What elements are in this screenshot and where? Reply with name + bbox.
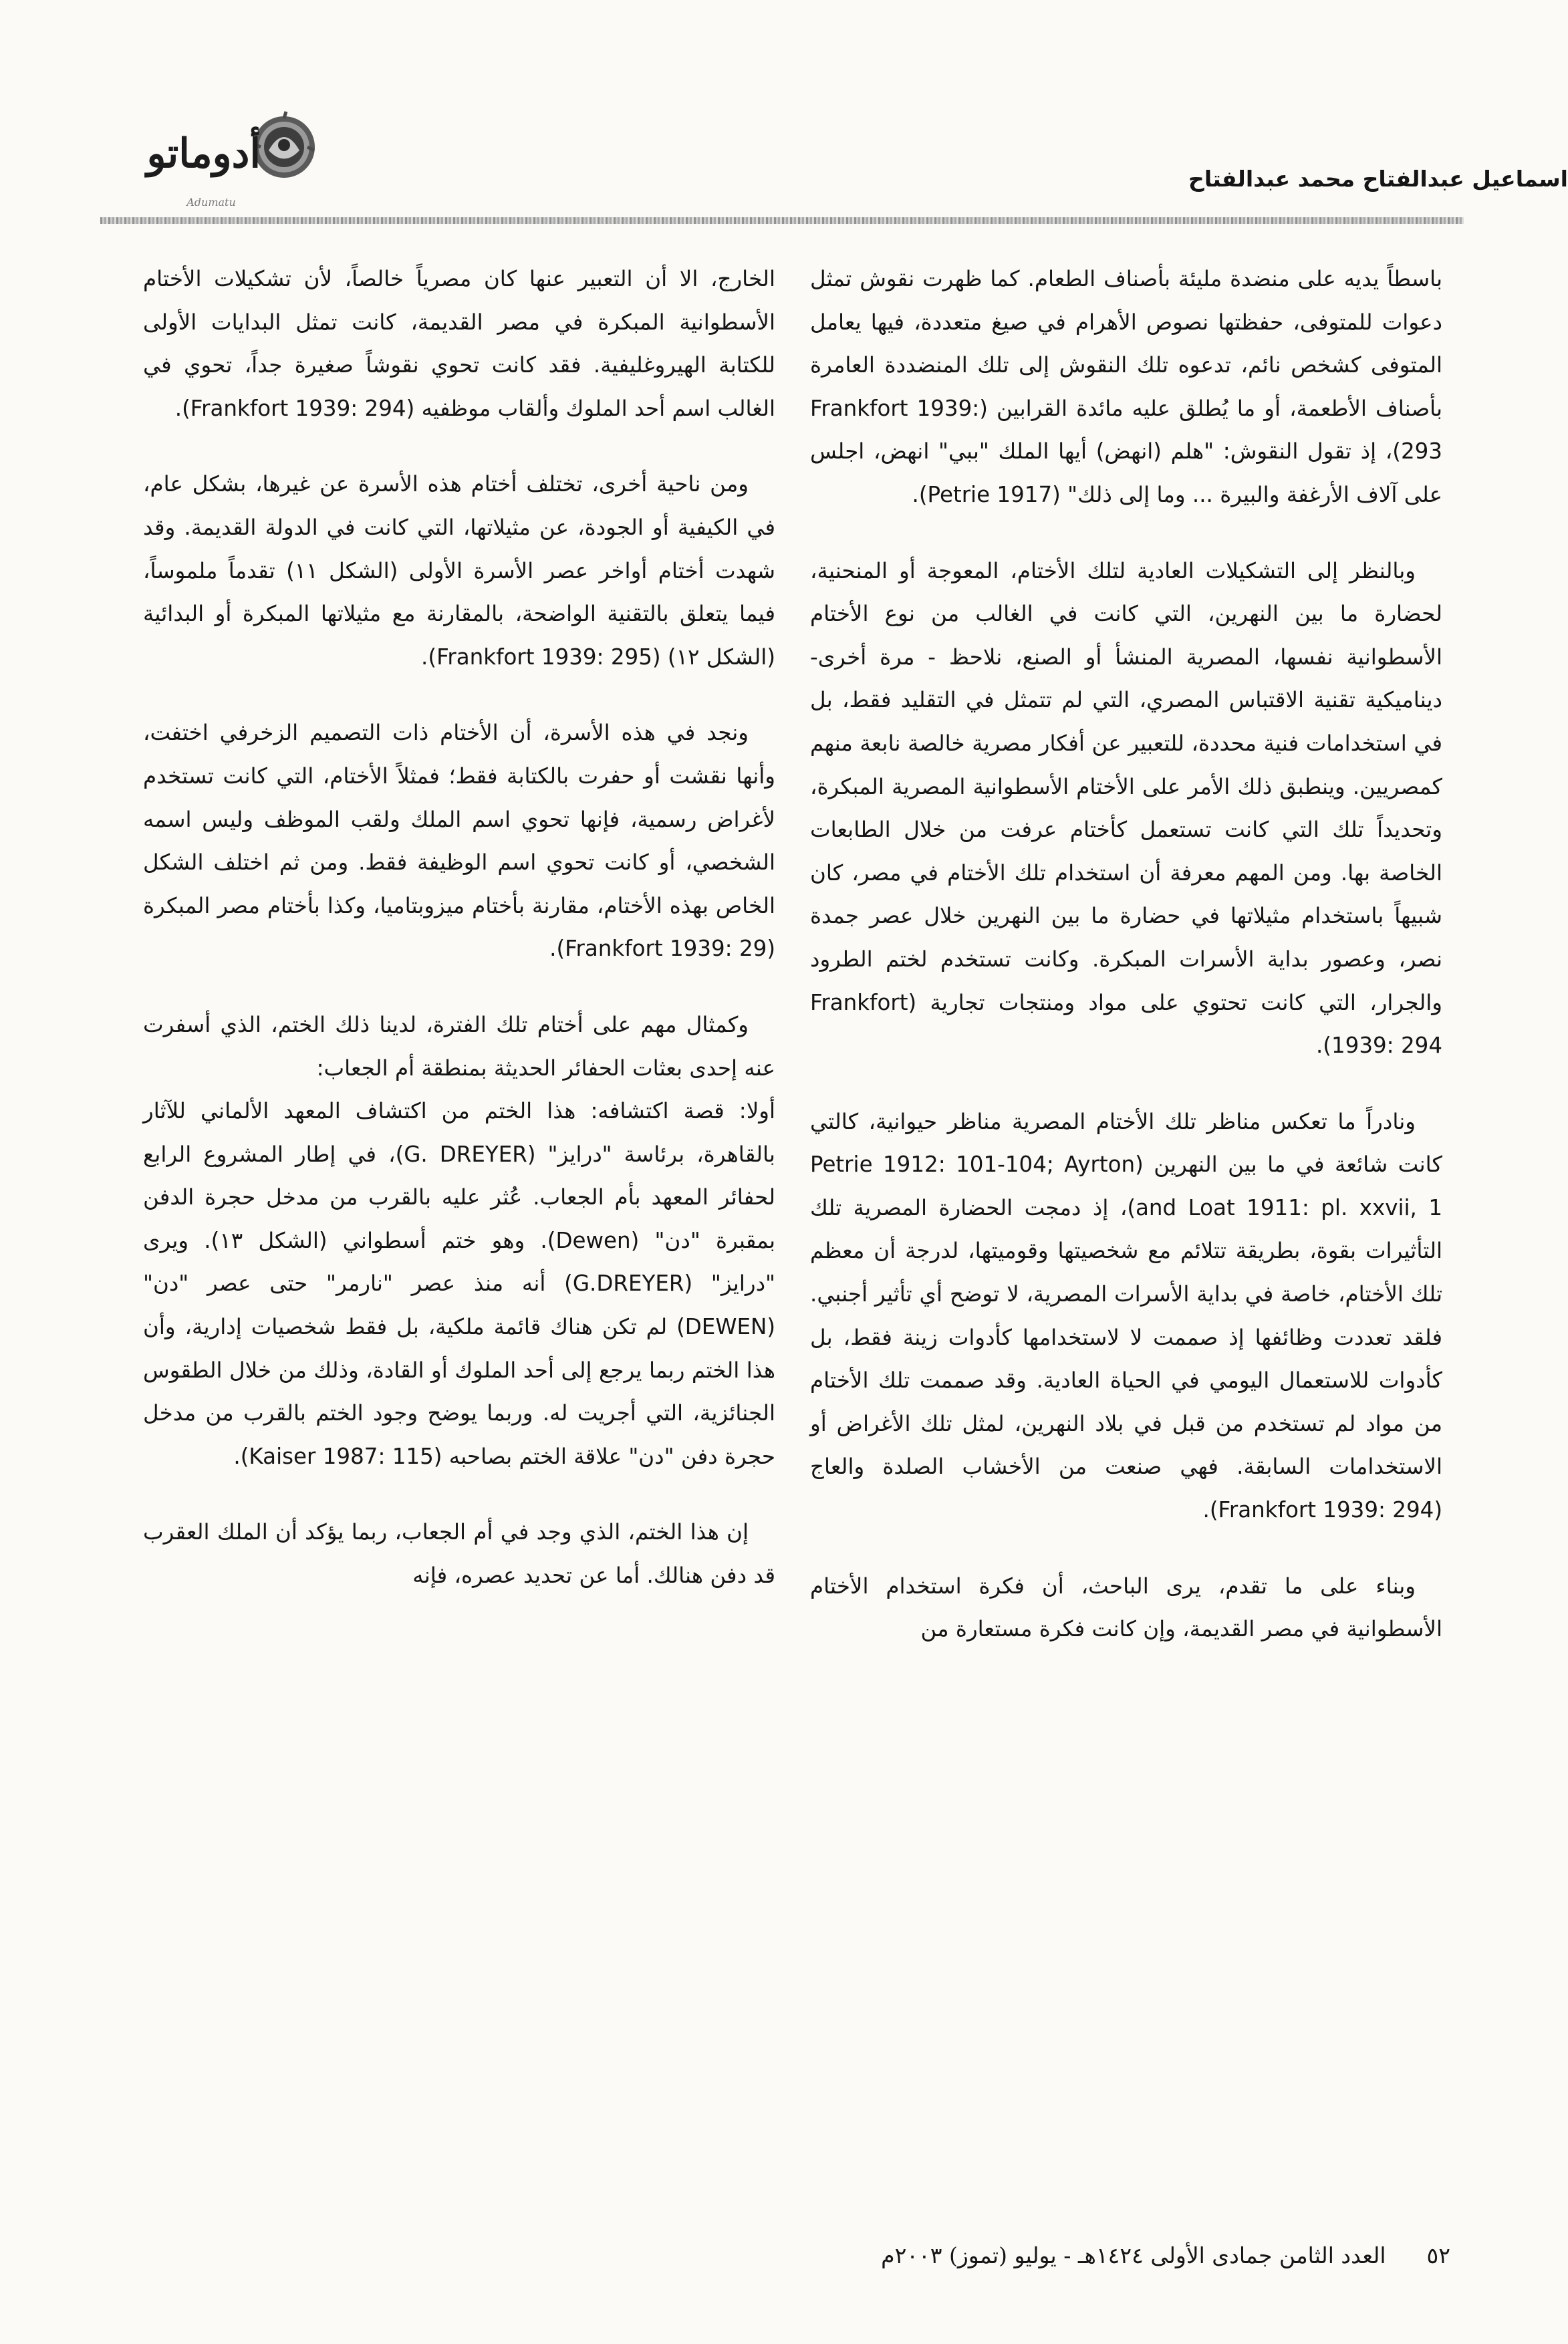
paragraph: وبالنظر إلى التشكيلات العادية لتلك الأختام، المعوجة أو المنحنية، لحضارة ما بين النهرين، التي كانت في الغالب من نوع الأختام الأسطوانية نفسها، المصرية المنشأ أو الصنع، نلاحظ - مرة أخرى- ديناميكية تقنية الاقتباس المصري، التي لم تتمثل في التقليد فقط، بل في استخدامات فنية محددة، للتعبير عن أفكار مصرية خالصة نابعة منهم كمصريين. وينطبق ذلك الأمر على الأختام الأسطوانية المصرية المبكرة، وتحديداً تلك التي كانت تستعمل كأختام عرفت من خلال الطابعات الخاصة بها. ومن المهم معرفة أن استخدام تلك الأختام في مصر، كان شبيهاً باستخدام مثيلاتها في حضارة ما بين النهرين خلال عصر جمدة نصر، وعصور بداية الأسرات المبكرة. وكانت تستخدم لختم الطرود والجرار، التي كانت تحتوي على مواد ومنتجات تجارية (Frankfort 1939: 294). xyxy=(810,557,1442,1059)
paragraph: ومن ناحية أخرى، تختلف أختام هذه الأسرة عن غيرها، بشكل عام، في الكيفية أو الجودة، عن مثيلاتها، التي كانت في الدولة القديمة. وقد شهدت أختام أواخر عصر الأسرة الأولى (الشكل ١١) تقدماً ملموساً، فيما يتعلق بالتقنية الواضحة، بالمقارنة مع مثيلاتها المبكرة أو البدائية (الشكل ١٢) (Frankfort 1939: 295). xyxy=(143,471,775,670)
issue-info: العدد الثامن جمادى الأولى ١٤٢٤هـ - يوليو (تموز) ٢٠٠٣م xyxy=(881,2242,1386,2268)
paragraph: إن هذا الختم، الذي وجد في أم الجعاب، ربما يؤكد أن الملك العقرب قد دفن هنالك. أما عن تحديد عصره، فإنه xyxy=(143,1519,775,1589)
header-rule xyxy=(100,217,1464,224)
paragraph: باسطاً يديه على منضدة مليئة بأصناف الطعام. كما ظهرت نقوش تمثل دعوات للمتوفى، حفظتها نصوص الأهرام في صيغ متعددة، فيها يعامل المتوفى كشخص نائم، تدعوه تلك النقوش إلى تلك المنضددة العامرة بأصناف الأطعمة، أو ما يُطلق عليه مائدة القرابين (Frankfort 1939: 293)، إذ تقول النقوش: "هلم (انهض) أيها الملك "ببي" انهض، اجلس على آلاف الأرغفة والبيرة ... وما إلى ذلك" (Petrie 1917). xyxy=(810,266,1442,507)
right-column xyxy=(810,257,1442,1684)
running-header-author: اسماعيل عبدالفتاح محمد عبدالفتاح xyxy=(1188,166,1568,192)
page-number: ٥٢ xyxy=(1426,2242,1450,2268)
journal-logo-arabic: أدوماتو xyxy=(146,130,261,177)
paragraph: أولا: قصة اكتشافه: هذا الختم من اكتشاف المعهد الألماني للآثار بالقاهرة، برئاسة "درايز" (G. DREYER)، في إطار المشروع الرابع لحفائر المعهد بأم الجعاب. عُثر عليه بالقرب من مدخل حجرة الدفن بمقبرة "دن" (Dewen). وهو ختم أسطواني (الشكل ١٣). ويرى "درايز" (G.DREYER) أنه منذ عصر "نارمر" حتى عصر "دن" (DEWEN) لم تكن هناك قائمة ملكية، بل فقط شخصيات إدارية، وأن هذا الختم ربما يرجع إلى أحد الملوك أو القادة، وذلك من خلال الطقوس الجنائزية، التي أجريت له. وربما يوضح وجود الختم بالقرب من مدخل حجرة دفن "دن" علاقة الختم بصاحبه (Kaiser 1987: 115). xyxy=(143,1098,776,1469)
paragraph: الخارج، الا أن التعبير عنها كان مصرياً خالصاً، لأن تشكيلات الأختام الأسطوانية المبكرة في مصر القديمة، كانت تمثل البدايات الأولى للكتابة الهيروغليفية. فقد كانت تحوي نقوشاً صغيرة جداً، تحوي في الغالب اسم أحد الملوك وألقاب موظفيه (Frankfort 1939: 294). xyxy=(143,266,775,421)
paragraph: ونجد في هذه الأسرة، أن الأختام ذات التصميم الزخرفي اختفت، وأنها نقشت أو حفرت بالكتابة فقط؛ فمثلاً الأختام، التي كانت تستخدم لأغراض رسمية، فإنها تحوي اسم الملك ولقب الموظف وليس اسمه الشخصي، أو كانت تحوي اسم الوظيفة فقط. ومن ثم اختلف الشكل الخاص بهذه الأختام، مقارنة بأختام ميزوبتاميا، وكذا بأختام مصر المبكرة (Frankfort 1939: 29). xyxy=(143,720,775,962)
paragraph: ونادراً ما تعكس مناظر تلك الأختام المصرية مناظر حيوانية، كالتي كانت شائعة في ما بين النهرين (Petrie 1912: 101-104; Ayrton and Loat 1911: pl. xxvii, 1)، إذ دمجت الحضارة المصرية تلك التأثيرات بقوة، بطريقة تتلائم مع شخصيتها وقوميتها، لدرجة أن معظم تلك الأختام، خاصة في بداية الأسرات المصرية، لا توضح أي تأثير أجنبي. فلقد تعددت وظائفها إذ صممت لا لاستخدامها كأدوات زينة فقط، بل كأدوات للاستعمال اليومي في الحياة العادية. وقد صممت تلك الأختام من مواد لم تستخدم من قبل في بلاد النهرين، لمثل تلك الأغراض أو الاستخدامات السابقة. فهي صنعت من الأخشاب الصلدة والعاج (Frankfort 1939: 294). xyxy=(810,1108,1442,1523)
journal-logo-latin: Adumatu xyxy=(186,196,236,209)
journal-logo xyxy=(146,104,321,209)
left-column xyxy=(143,257,775,1630)
paragraph: وبناء على ما تقدم، يرى الباحث، أن فكرة استخدام الأختام الأسطوانية في مصر القديمة، وإن كانت فكرة مستعارة من xyxy=(810,1573,1442,1642)
paragraph: وكمثال مهم على أختام تلك الفترة، لدينا ذلك الختم، الذي أسفرت عنه إحدى بعثات الحفائر الحديثة بمنطقة أم الجعاب: xyxy=(143,1011,775,1081)
page-footer xyxy=(0,2242,1450,2268)
